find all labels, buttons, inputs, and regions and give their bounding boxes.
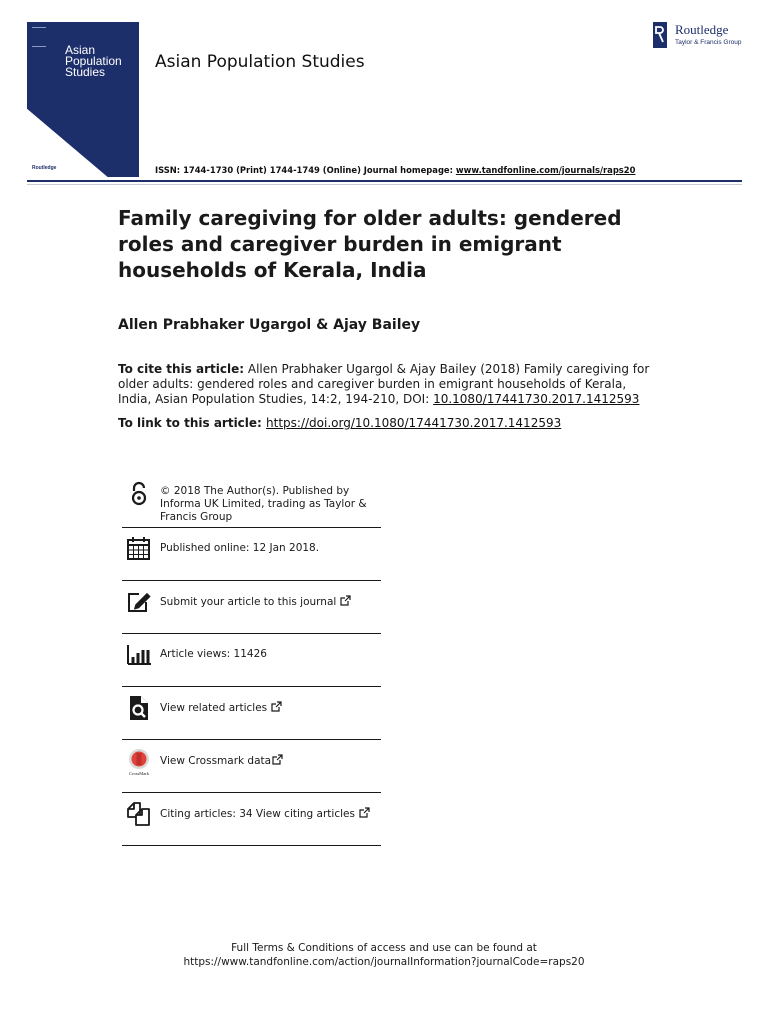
published-online-item <box>122 528 381 581</box>
journal-homepage-link[interactable]: www.tandfonline.com/journals/raps20 <box>455 165 636 175</box>
routledge-logo[interactable] <box>653 22 748 52</box>
cover-publisher-mark: Routledge <box>32 165 57 171</box>
issn-line <box>155 165 635 175</box>
open-access-icon <box>126 481 152 507</box>
crossmark-item[interactable] <box>122 740 381 793</box>
brand-subtitle: Taylor & Francis Group <box>675 39 742 46</box>
citing-articles-label: Citing articles: 34 View citing articles <box>160 808 355 820</box>
cover-title <box>65 45 122 78</box>
submit-article-item[interactable] <box>122 581 381 634</box>
citing-articles-item[interactable] <box>122 793 381 846</box>
citing-articles-icon <box>126 801 152 827</box>
cite-text: Allen Prabhaker Ugargol & Ajay Bailey (2018) Family caregiving for older adults: gendered roles and caregiver burden in emigrant households of Kerala, India, Asian Population Studies, 14:2, 194-210, DOI: <box>118 362 650 406</box>
cite-doi-link[interactable]: 10.1080/17441730.2017.1412593 <box>433 392 640 406</box>
article-link-block <box>118 416 678 431</box>
external-link-icon <box>359 807 370 818</box>
journal-cover <box>27 22 139 177</box>
issn-text: ISSN: 1744-1730 (Print) 1744-1749 (Online) Journal homepage: <box>155 165 456 175</box>
terms-line-2: https://www.tandfonline.com/action/journalInformation?journalCode=raps20 <box>183 956 585 968</box>
article-doi-link[interactable]: https://doi.org/10.1080/17441730.2017.1412593 <box>266 416 562 430</box>
article-authors: Allen Prabhaker Ugargol & Ajay Bailey <box>118 317 421 333</box>
submit-article-text[interactable] <box>160 595 382 609</box>
edit-icon <box>126 589 152 615</box>
cover-publisher <box>32 165 56 171</box>
cover-title-line-3: Studies <box>65 65 106 79</box>
published-online-text: Published online: 12 Jan 2018. <box>160 542 320 554</box>
cover-volume-marks <box>32 27 46 47</box>
crossmark-label: View Crossmark data <box>160 755 272 767</box>
calendar-icon <box>126 536 152 562</box>
header-divider-thin <box>27 184 742 185</box>
related-articles-text[interactable] <box>160 701 382 715</box>
crossmark-icon <box>126 748 152 774</box>
citation-block <box>118 362 658 407</box>
article-title: Family caregiving for older adults: gendered roles and caregiver burden in emigrant households of Kerala, India <box>118 206 622 282</box>
submit-article-label: Submit your article to this journal <box>160 596 337 608</box>
external-link-icon <box>271 701 282 712</box>
article-views-text: Article views: 11426 <box>160 648 267 660</box>
header-divider <box>27 180 742 182</box>
terms-footer <box>0 941 768 969</box>
related-articles-item[interactable] <box>122 687 381 740</box>
cover-title-line-2: Population <box>65 54 122 68</box>
external-link-icon <box>340 595 351 606</box>
license-text: © 2018 The Author(s). Published by Informa UK Limited, trading as Taylor & Francis Group <box>160 485 367 523</box>
article-info-list <box>122 475 381 846</box>
citing-articles-text[interactable] <box>160 807 382 821</box>
crossmark-caption: CrossMark <box>129 771 149 776</box>
terms-line-1: Full Terms & Conditions of access and use can be found at <box>231 942 537 954</box>
bar-chart-icon <box>126 642 152 668</box>
journal-name: Asian Population Studies <box>155 52 365 72</box>
license-item <box>122 475 381 528</box>
related-articles-label: View related articles <box>160 702 268 714</box>
routledge-r-icon <box>653 22 667 48</box>
crossmark-text[interactable] <box>160 754 382 768</box>
external-link-icon <box>272 754 283 765</box>
brand-name: Routledge <box>675 22 729 37</box>
link-label: To link to this article: <box>118 416 267 430</box>
cite-label: To cite this article: <box>118 362 245 376</box>
search-document-icon <box>126 695 152 721</box>
article-views-item <box>122 634 381 687</box>
cover-title-line-1: Asian <box>65 43 96 57</box>
